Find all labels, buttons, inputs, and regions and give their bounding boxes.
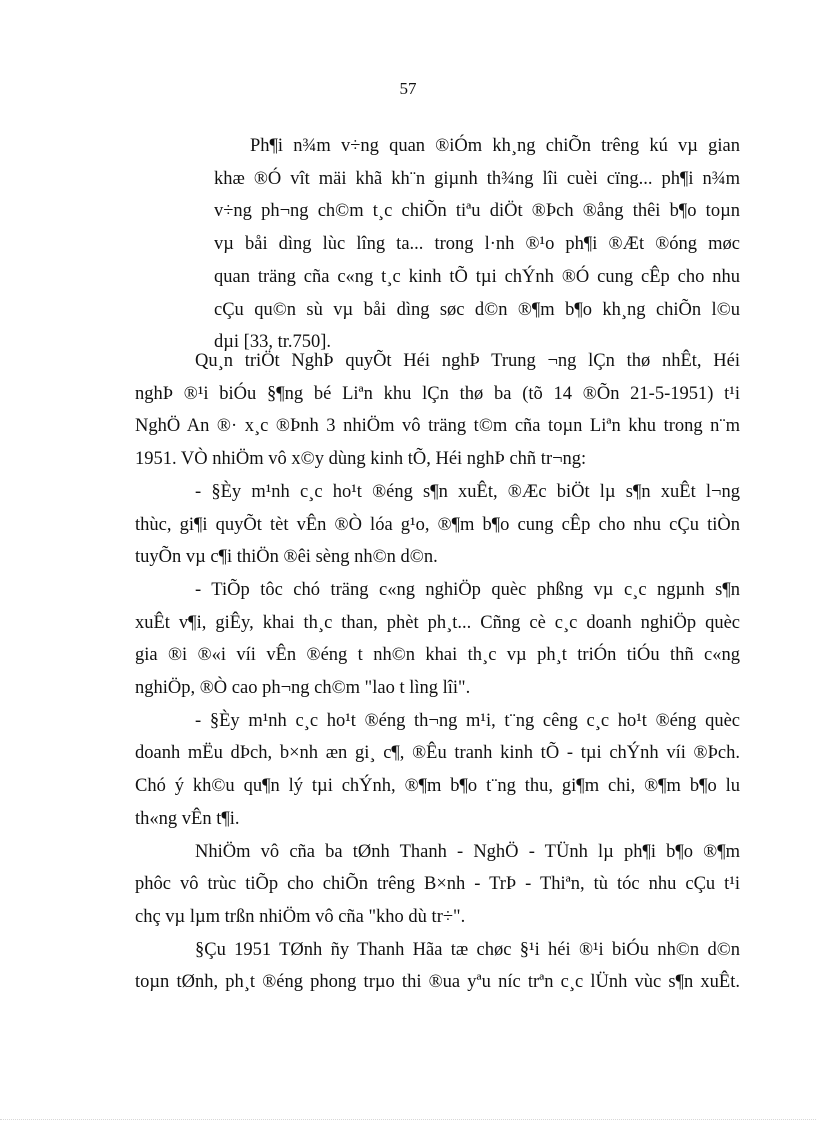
paragraph-production [135, 476, 740, 574]
text-line: §Çu 1951 TØnh ñy Thanh Hãa tæ chøc §¹i héi ®¹i biÓu nh©n d©n [195, 939, 740, 960]
text-line: th«ng vÊn t¶i. [135, 808, 240, 829]
body-text [135, 345, 740, 999]
quote-line: vµ båi dìng lùc lîng ta... trong l·nh ®¹o ph¶i ®Æt ®óng møc [214, 234, 740, 255]
text-line: - §Èy m¹nh c¸c ho¹t ®éng th¬ng m¹i, t¨ng cêng c¸c ho¹t ®éng quèc [195, 710, 740, 731]
text-line: 1951. VÒ nhiÖm vô x©y dùng kinh tÕ, Héi nghÞ chñ tr¬ng: [135, 449, 587, 470]
paragraph-thanh-hoa [135, 934, 740, 999]
text-line: phôc vô trùc tiÕp cho chiÕn trêng B×nh - TrÞ - Thiªn, tù tóc nhu cÇu t¹i [135, 874, 740, 895]
text-line: chç vµ lµm trßn nhiÖm vô cña "kho dù tr÷". [135, 906, 466, 927]
text-line: thùc, gi¶i quyÕt tèt vÊn ®Ò lóa g¹o, ®¶m b¶o cung cÊp cho nhu cÇu tiÒn [135, 514, 740, 535]
text-line: tuyÕn vµ c¶i thiÖn ®êi sèng nh©n d©n. [135, 547, 438, 568]
text-line: Chó ý kh©u qu¶n lý tµi chÝnh, ®¶m b¶o t¨ng thu, gi¶m chi, ®¶m b¶o lu [135, 776, 740, 797]
block-quote [214, 130, 740, 359]
quote-line: v÷ng ph¬ng ch©m t¸c chiÕn tiªu diÖt ®Þch ®ång thêi b¶o toµn [214, 201, 740, 222]
quote-line: quan träng cña c«ng t¸c kinh tÕ tµi chÝnh ®Ó cung cÊp cho nhu [214, 266, 740, 287]
paragraph-commerce [135, 705, 740, 836]
paragraph-industry [135, 574, 740, 705]
text-line: nghÞ ®¹i biÓu §¶ng bé Liªn khu lÇn thø ba (tõ 14 ®Õn 21-5-1951) t¹i [135, 383, 740, 404]
quote-paragraph [214, 130, 740, 163]
text-line: gia ®i ®«i víi vÊn ®éng t nh©n khai th¸c vµ ph¸t triÓn tiÓu thñ c«ng [135, 645, 740, 666]
page-number: 57 [399, 79, 417, 98]
quote-line: Ph¶i n¾m v÷ng quan ®iÓm kh¸ng chiÕn trêng kú vµ gian [250, 136, 740, 156]
quote-line: cÇu qu©n sù vµ båi dìng søc d©n ®¶m b¶o kh¸ng chiÕn l©u [214, 299, 740, 320]
text-line: Qu¸n triÖt NghÞ quyÕt Héi nghÞ Trung ¬ng lÇn thø nhÊt, Héi [195, 351, 740, 371]
text-line: - §Èy m¹nh c¸c ho¹t ®éng s¶n xuÊt, ®Æc biÖt lµ s¶n xuÊt l¬ng [195, 481, 740, 502]
text-line: NhiÖm vô cña ba tØnh Thanh - NghÖ - TÜnh lµ ph¶i b¶o ®¶m [195, 841, 740, 862]
text-line: xuÊt v¶i, giÊy, khai th¸c than, phèt ph¸t... Cñng cè c¸c doanh nghiÖp quèc [135, 612, 740, 633]
paragraph-resolution [135, 345, 740, 476]
text-line: doanh mËu dÞch, b×nh æn gi¸ c¶, ®Êu tranh kinh tÕ - tµi chÝnh víi ®Þch. [135, 743, 740, 764]
text-line: - TiÕp tôc chó träng c«ng nghiÖp quèc phßng vµ c¸c ngµnh s¶n [195, 579, 740, 600]
paragraph-provinces [135, 836, 740, 934]
quote-line: khæ ®Ó vît mäi khã kh¨n giµnh th¾ng lîi cuèi cïng... ph¶i n¾m [214, 168, 740, 189]
page-bottom-divider [0, 1119, 816, 1120]
quote-line: dµi [33, tr.750]. [214, 332, 332, 353]
text-line: toµn tØnh, ph¸t ®éng phong trµo thi ®ua yªu níc trªn c¸c lÜnh vùc s¶n xuÊt. [135, 972, 740, 993]
text-line: NghÖ An ®· x¸c ®Þnh 3 nhiÖm vô träng t©m cña toµn Liªn khu trong n¨m [135, 416, 740, 437]
text-line: nghiÖp, ®Ò cao ph¬ng ch©m "lao t lìng lîi". [135, 678, 471, 699]
